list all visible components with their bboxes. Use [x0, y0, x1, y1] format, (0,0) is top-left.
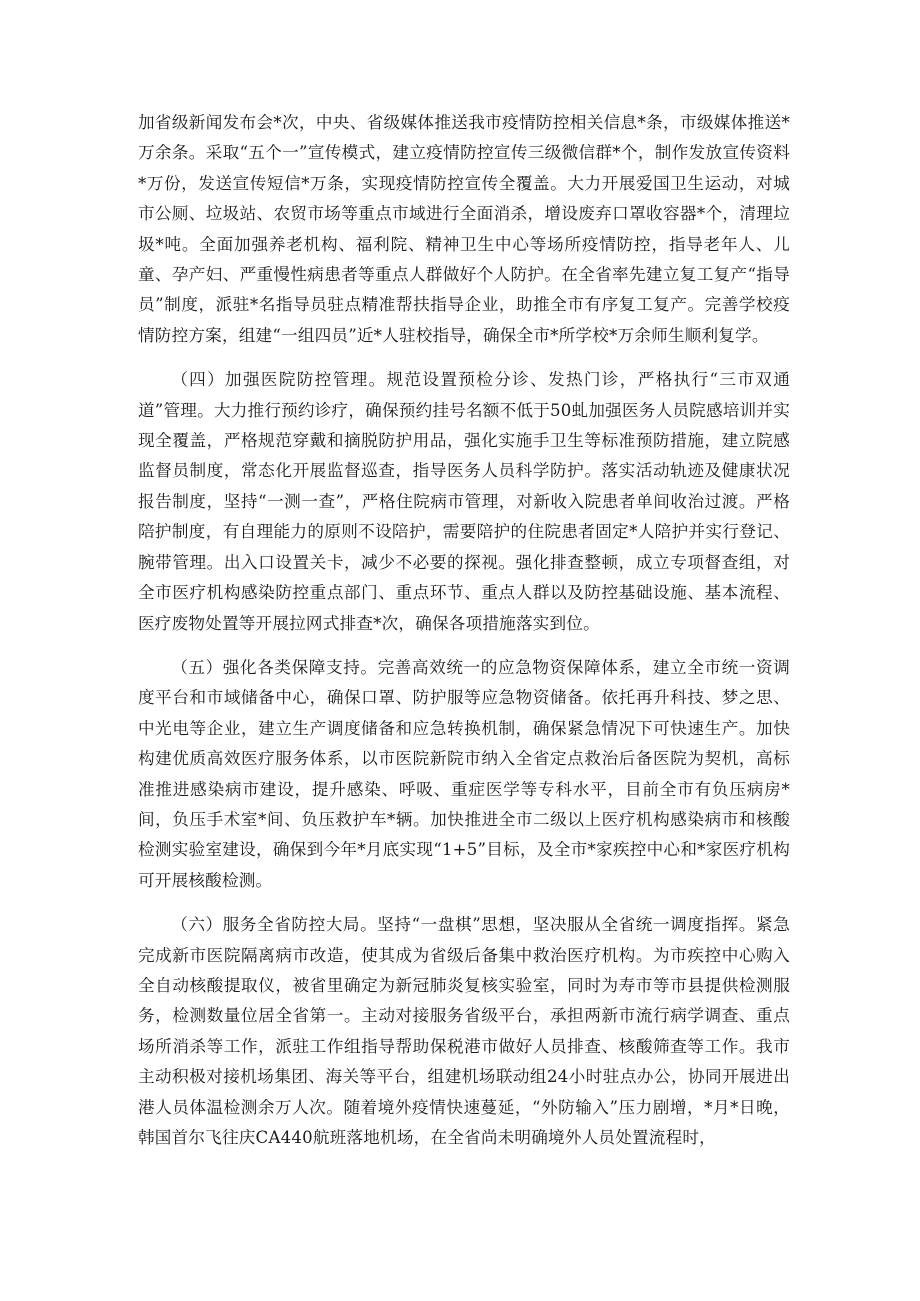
paragraph-hospital-control: （四）加强医院防控管理。规范设置预检分诊、发热门诊，严格执行“三市双通道”管理。大力推行预约诊疗，确保预约挂号名额不低于50虬加强医务人员院感培训并实现全覆盖，严格规范穿戴和摘脱防护用品，强化实施手卫生等标准预防措施，建立院感监督员制度，常态化开展监督巡查，指导医务人员科学防护。落实活动轨迹及健康状况报告制度，坚持“一测一查”，严格住院病市管理，对新收入院患者单间收治过渡。严格陪护制度，有自理能力的原则不设陪护，需要陪护的住院患者固定*人陪护并实行登记、腕带管理。出入口设置关卡，减少不必要的探视。强化排查整顿，成立专项督查组，对全市医疗机构感染防控重点部门、重点环节、重点人群以及防控基础设施、基本流程、医疗废物处置等开展拉网式排查*次，确保各项措施落实到位。	[138, 370, 790, 633]
document-page	[138, 108, 790, 1167]
paragraph-supply-support: （五）强化各类保障支持。完善高效统一的应急物资保障体系，建立全市统一资调度平台和市域储备中心，确保口罩、防护服等应急物资储备。依托再升科技、梦之思、中光电等企业，建立生产调度储备和应急转换机制，确保紧急情况下可快速生产。加快构建优质高效医疗服务体系，以市医院新院市纳入全省定点救治后备医院为契机，高标准推进感染病市建设，提升感染、呼吸、重症医学等专科水平，目前全市有负压病房*间，负压手术室*间、负压救护车*辆。加快推进全市二级以上医疗机构感染病市和核酸检测实验室建设，确保到今年*月底实现“1+5”目标，及全市*家疾控中心和*家医疗机构可开展核酸检测。	[138, 657, 790, 890]
paragraph-province-service: （六）服务全省防控大局。坚持“一盘棋”思想，坚决服从全省统一调度指挥。紧急完成新市医院隔离病市改造，使其成为省级后备集中救治医疗机构。为市疾控中心购入全自动核酸提取仪，被省里确定为新冠肺炎复核实验室，同时为寿市等市县提供检测服务，检测数量位居全省第一。主动对接服务省级平台，承担两新市流行病学调查、重点场所消杀等工作，派驻工作组指导帮助保税港市做好人员排查、核酸筛查等工作。我市主动积极对接机场集团、海关等平台，组建机场联动组24小时驻点办公，协同开展进出港人员体温检测余万人次。随着境外疫情快速蔓延，“外防输入”压力剧增，*月*日晚，韩国首尔飞往庆CA440航班落地机场，在全省尚未明确境外人员处置流程时，	[138, 915, 790, 1147]
paragraph-publicity: 加省级新闻发布会*次，中央、省级媒体推送我市疫情防控相关信息*条，市级媒体推送*万余条。采取“五个一”宣传模式，建立疫情防控宣传三级微信群*个，制作发放宣传资料*万份，发送宣传短信*万条，实现疫情防控宣传全覆盖。大力开展爱国卫生运动，对城市公厕、垃圾站、农贸市场等重点市域进行全面消杀，增设废弃口罩收容器*个，清理垃圾*吨。全面加强养老机构、福利院、精神卫生中心等场所疫情防控，指导老年人、儿童、孕产妇、严重慢性病患者等重点人群做好个人防护。在全省率先建立复工复产“指导员”制度，派驻*名指导员驻点精准帮扶指导企业，助推全市有序复工复产。完善学校疫情防控方案，组建“一组四员”近*人驻校指导，确保全市*所学校*万余师生顺利复学。	[138, 113, 790, 345]
